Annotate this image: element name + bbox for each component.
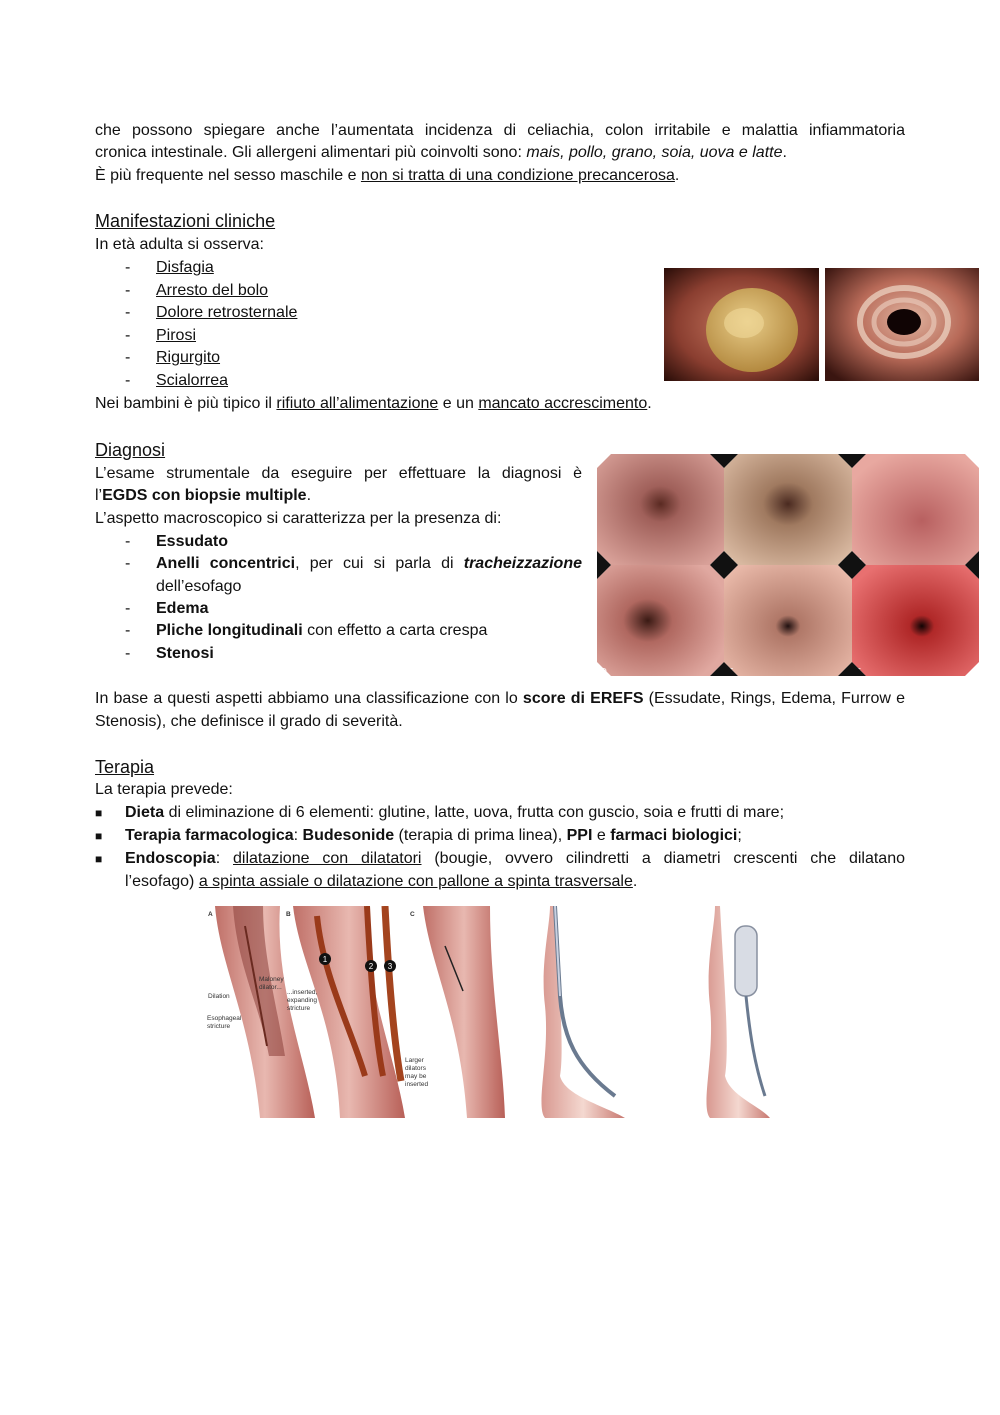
label-expanding: expanding xyxy=(287,997,317,1004)
endoscopy-photo-pair xyxy=(664,268,979,381)
dilation-illustration-svg xyxy=(205,906,770,1118)
diagnosi-line-1: L’esame strumentale da eseguire per effettuare la diagnosi è xyxy=(95,465,582,482)
step-number: 3 xyxy=(387,962,393,971)
heading-manifestazioni: Manifestazioni cliniche xyxy=(95,211,276,231)
intro-line-3: È più frequente nel sesso maschile e non si tratta di una condizione precancerosa. xyxy=(95,167,680,184)
label-inserted: ...inserted, xyxy=(287,989,318,996)
panel-balloon xyxy=(706,906,770,1118)
intro-line-2: cronica intestinale. Gli allergeni alimentari più coinvolti sono: mais, pollo, grano, soia, uova e latte. xyxy=(95,144,787,161)
label-stricture: stricture xyxy=(287,1005,311,1012)
panel-f xyxy=(852,565,979,676)
panel-label: D xyxy=(601,667,607,676)
panel-c xyxy=(852,454,979,566)
panel-c-esophagus xyxy=(423,906,505,1118)
label-dilation: Dilation xyxy=(208,993,230,1000)
heading-terapia: Terapia xyxy=(95,757,155,777)
label-larger: Larger xyxy=(405,1057,424,1064)
label-a: A xyxy=(208,911,213,918)
label-inserted-2: inserted xyxy=(405,1081,429,1088)
label-b: B xyxy=(286,911,291,918)
score-line-2: Stenosis), che definisce il grado di severità. xyxy=(95,713,403,730)
diagnosi-line-2: l’EGDS con biopsie multiple. xyxy=(95,487,312,504)
label-maloney: Maloney xyxy=(259,976,284,983)
terapia-lead: La terapia prevede: xyxy=(95,781,233,798)
panel-bougie-guidewire xyxy=(541,906,625,1118)
panel-e xyxy=(724,565,852,676)
manifestazioni-lead: In età adulta si osserva: xyxy=(95,236,264,253)
endoscopy-grid xyxy=(597,454,979,676)
endoscopy-images-top xyxy=(664,268,979,381)
heading-diagnosi: Diagnosi xyxy=(95,440,166,460)
label-esophageal: Esophageal xyxy=(207,1015,242,1022)
dilation-illustration xyxy=(205,906,770,1118)
panel-d xyxy=(597,565,724,676)
kids-line: Nei bambini è più tipico il rifiuto all’alimentazione e un mancato accrescimento. xyxy=(95,395,652,412)
score-line-1: In base a questi aspetti abbiamo una classificazione con lo score di EREFS (Essudate, Rings, Edema, Furrow e xyxy=(95,690,906,707)
step-number: 1 xyxy=(322,955,328,964)
label-dilators: dilators xyxy=(405,1065,426,1072)
label-stricture-2: stricture xyxy=(207,1023,231,1030)
label-c: C xyxy=(410,911,415,918)
endoscopy-grid-svg xyxy=(597,454,979,676)
panel-a xyxy=(597,454,724,566)
step-number: 2 xyxy=(368,962,374,971)
intro-line-1: che possono spiegare anche l’aumentata incidenza di celiachia, colon irritabile e malattia infiammatoria xyxy=(95,122,905,139)
label-dilator: dilator... xyxy=(259,984,282,991)
label-may-be: may be xyxy=(405,1073,427,1080)
diagnosi-line-3: L’aspetto macroscopico si caratterizza per la presenza di: xyxy=(95,510,502,527)
panel-b xyxy=(724,454,852,566)
